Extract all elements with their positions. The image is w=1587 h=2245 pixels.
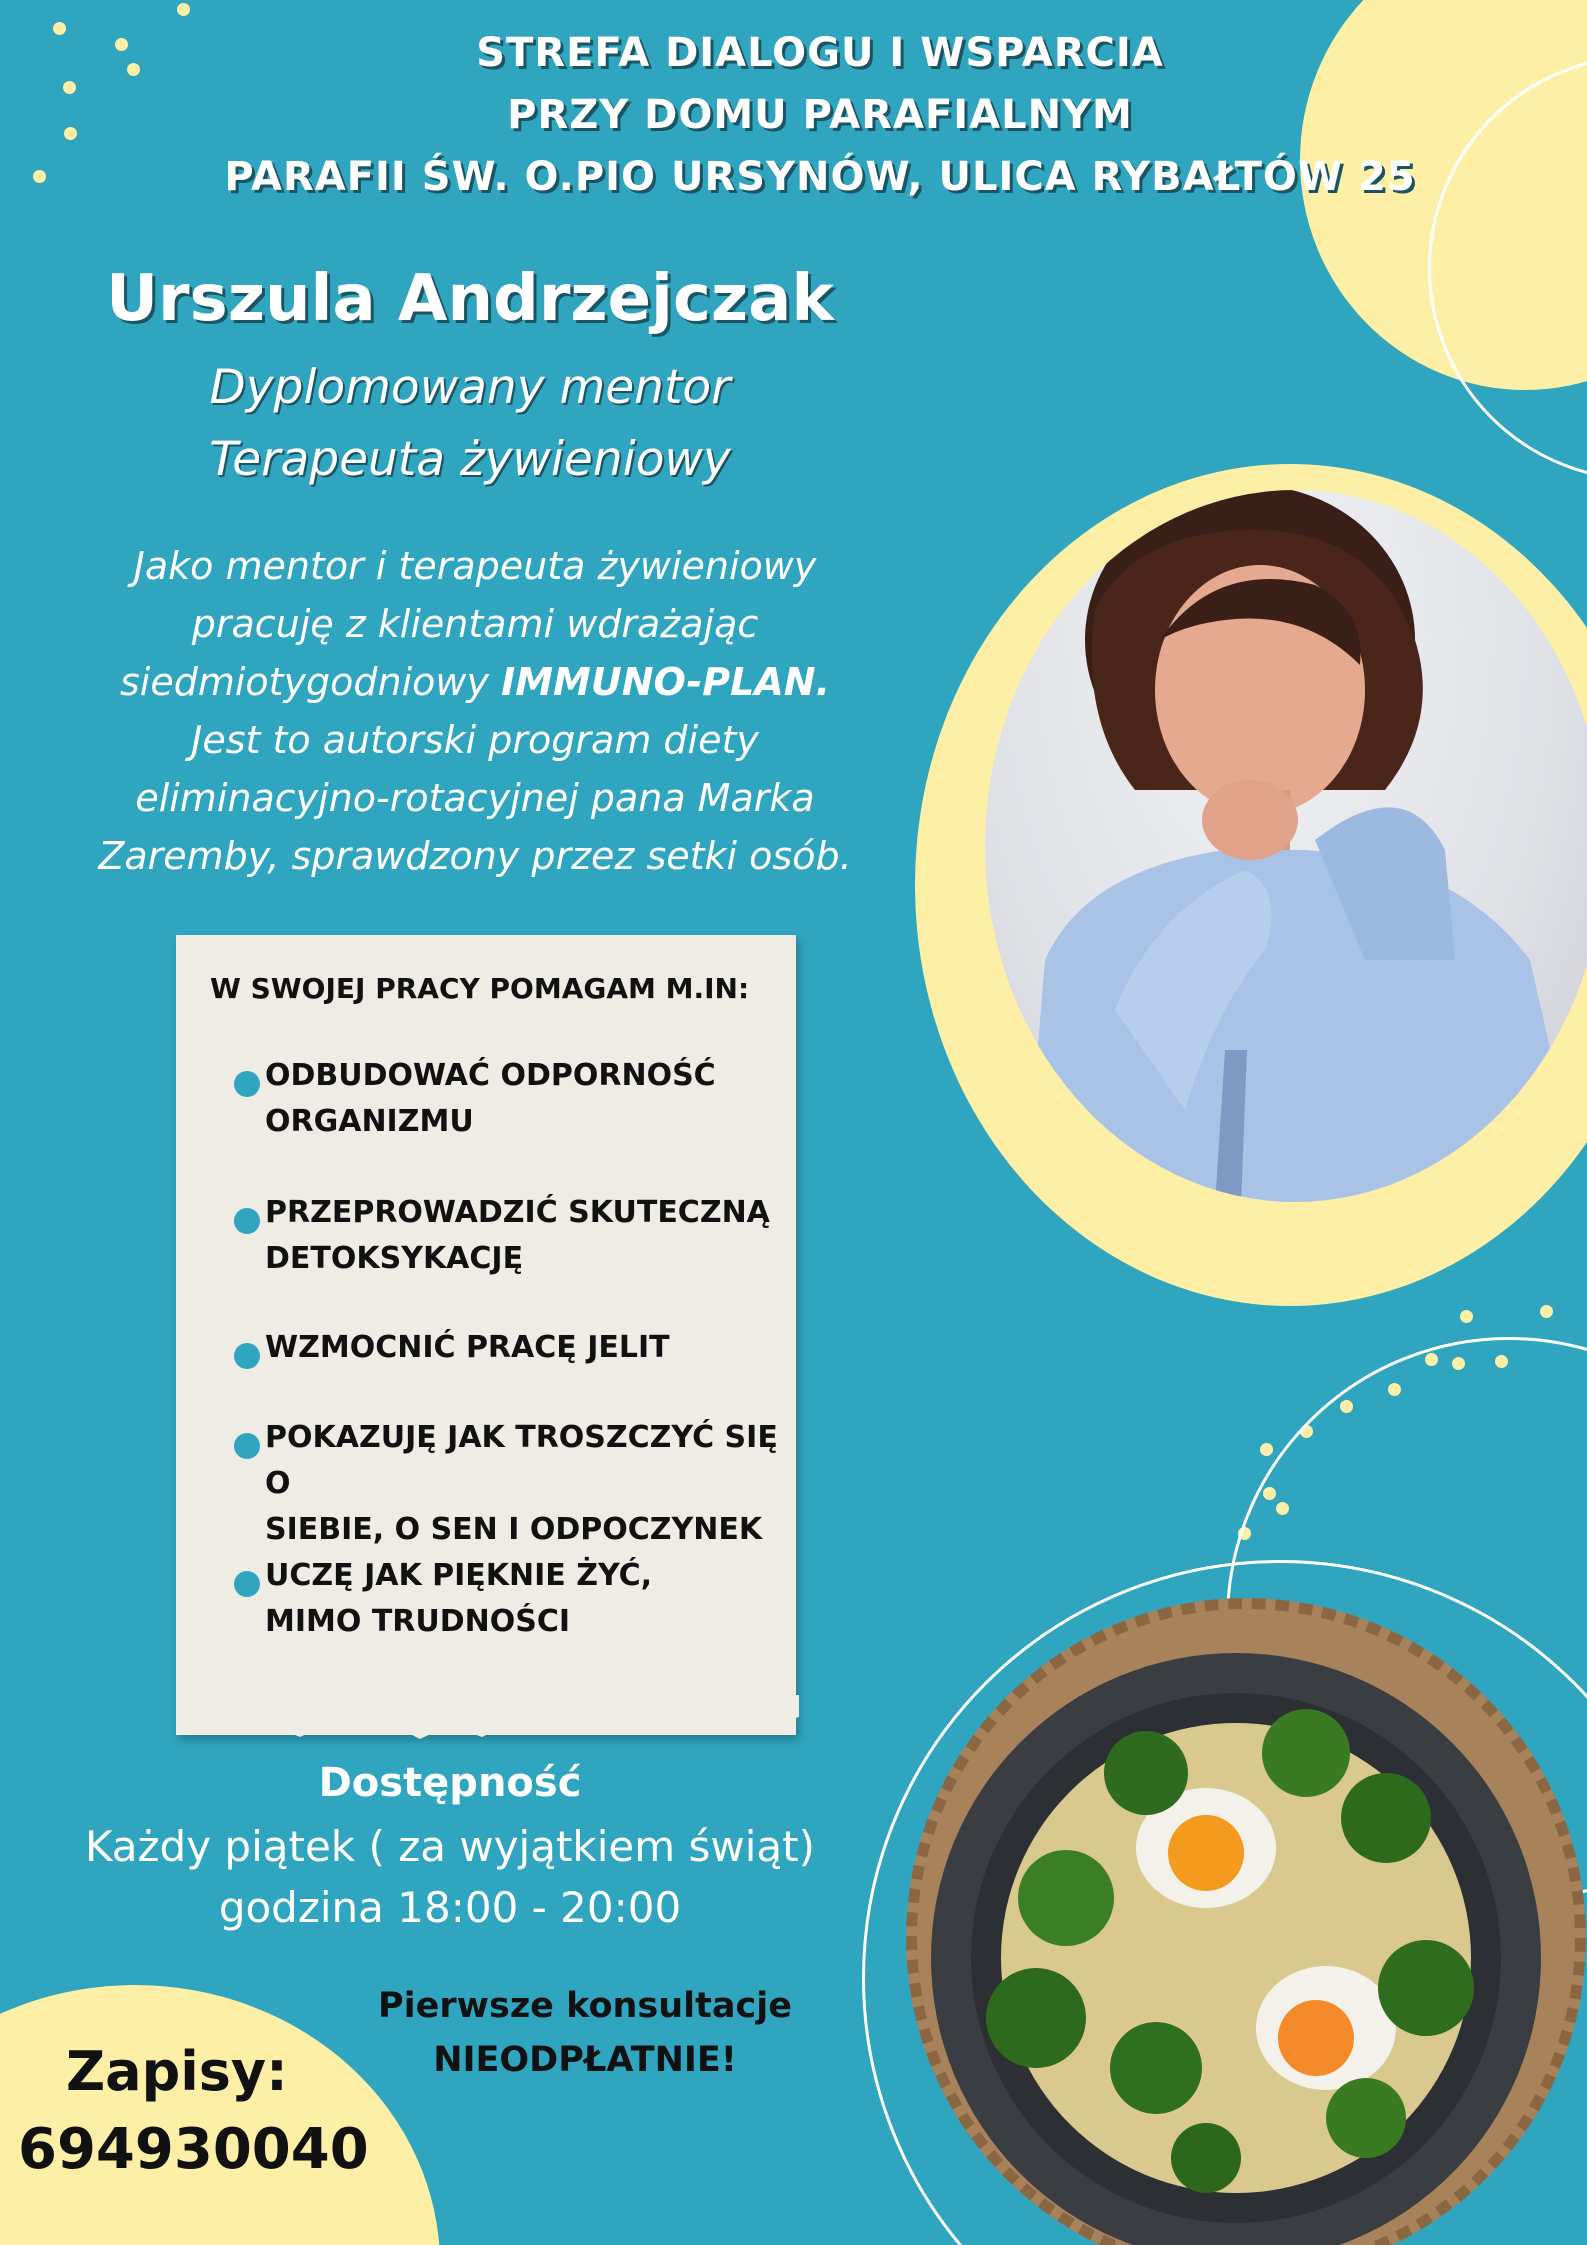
availability-hours: godzina 18:00 - 20:00 [218, 1883, 682, 1932]
bullet-dot-icon [234, 1071, 260, 1097]
decor-dot [63, 81, 76, 94]
portrait-illustration [985, 490, 1587, 1202]
immuno-plan-highlight: IMMUNO-PLAN. [501, 660, 831, 704]
header-line-3: PARAFII ŚW. O.PIO URSYNÓW, ULICA RYBAŁTÓW 25 [224, 154, 1416, 200]
help-item-line-2: MIMO TRUDNOŚCI [265, 1604, 571, 1639]
decor-dot [1260, 1443, 1273, 1456]
header [120, 22, 1520, 208]
decor-dot [1540, 1305, 1553, 1318]
intro-line-6: Zaremby, sprawdzony przez setki osób. [98, 834, 852, 878]
help-item-line-1: WZMOCNIĆ PRACĘ JELIT [265, 1330, 670, 1365]
help-list-item [230, 1190, 790, 1282]
intro-line-1: Jako mentor i terapeuta żywieniowy [133, 544, 817, 588]
bullet-dot-icon [234, 1571, 260, 1597]
help-list-item [230, 1325, 790, 1371]
person-title-2: Terapeuta żywieniowy [209, 432, 731, 487]
signup-phone: 694930040 [18, 2117, 369, 2182]
intro-line-3-prefix: siedmiotygodniowy [119, 660, 489, 704]
header-line-1: STREFA DIALOGU I WSPARCIA [476, 30, 1164, 76]
intro-line-4: Jest to autorski program diety [191, 718, 759, 762]
help-list-item [230, 1415, 790, 1553]
availability-days: Każdy piątek ( za wyjątkiem świąt) [84, 1822, 816, 1871]
help-item-line-1: UCZĘ JAK PIĘKNIE ŻYĆ, [265, 1558, 653, 1593]
intro-line-3 [40, 653, 910, 711]
decor-dot [64, 127, 77, 140]
bullet-dot-icon [234, 1208, 260, 1234]
availability-title: Dostępność [318, 1760, 582, 1806]
bullet-dot-icon [234, 1343, 260, 1369]
signup-label: Zapisy: [66, 2040, 288, 2103]
help-item-line-2: DETOKSYKACJĘ [265, 1241, 524, 1276]
help-item-line-2: SIEBIE, O SEN I ODPOCZYNEK [265, 1512, 763, 1547]
food-photo [906, 1598, 1586, 2245]
help-list-title: W SWOJEJ PRACY POMAGAM M.IN: [210, 972, 750, 1005]
person-title-1: Dyplomowany mentor [209, 360, 731, 415]
person-name: Urszula Andrzejczak [106, 262, 834, 336]
help-item-line-1: POKAZUJĘ JAK TROSZCZYĆ SIĘ O [265, 1420, 778, 1501]
intro-line-2: pracuję z klientami wdrażając [191, 602, 759, 646]
help-item-line-1: PRZEPROWADZIĆ SKUTECZNĄ [265, 1195, 770, 1230]
intro-line-5: eliminacyjno-rotacyjnej pana Marka [135, 776, 815, 820]
consultation-line-1: Pierwsze konsultacje [378, 1986, 792, 2026]
help-item-line-1: ODBUDOWAĆ ODPORNOŚĆ [265, 1058, 716, 1093]
portrait-photo [985, 490, 1587, 1202]
food-illustration [906, 1598, 1586, 2245]
intro-paragraph [40, 537, 910, 885]
decor-dot [1460, 1310, 1473, 1323]
help-list-item [230, 1553, 790, 1645]
header-line-2: PRZY DOMU PARAFIALNYM [507, 92, 1133, 138]
torn-paper-edge [170, 1695, 805, 1755]
bullet-dot-icon [234, 1433, 260, 1459]
decor-dot [53, 22, 66, 35]
help-item-line-2: ORGANIZMU [265, 1104, 474, 1139]
decor-dot [33, 170, 46, 183]
consultation-line-2: NIEODPŁATNIE! [433, 2040, 737, 2080]
decor-dot [177, 3, 190, 16]
help-list-item [230, 1053, 790, 1145]
